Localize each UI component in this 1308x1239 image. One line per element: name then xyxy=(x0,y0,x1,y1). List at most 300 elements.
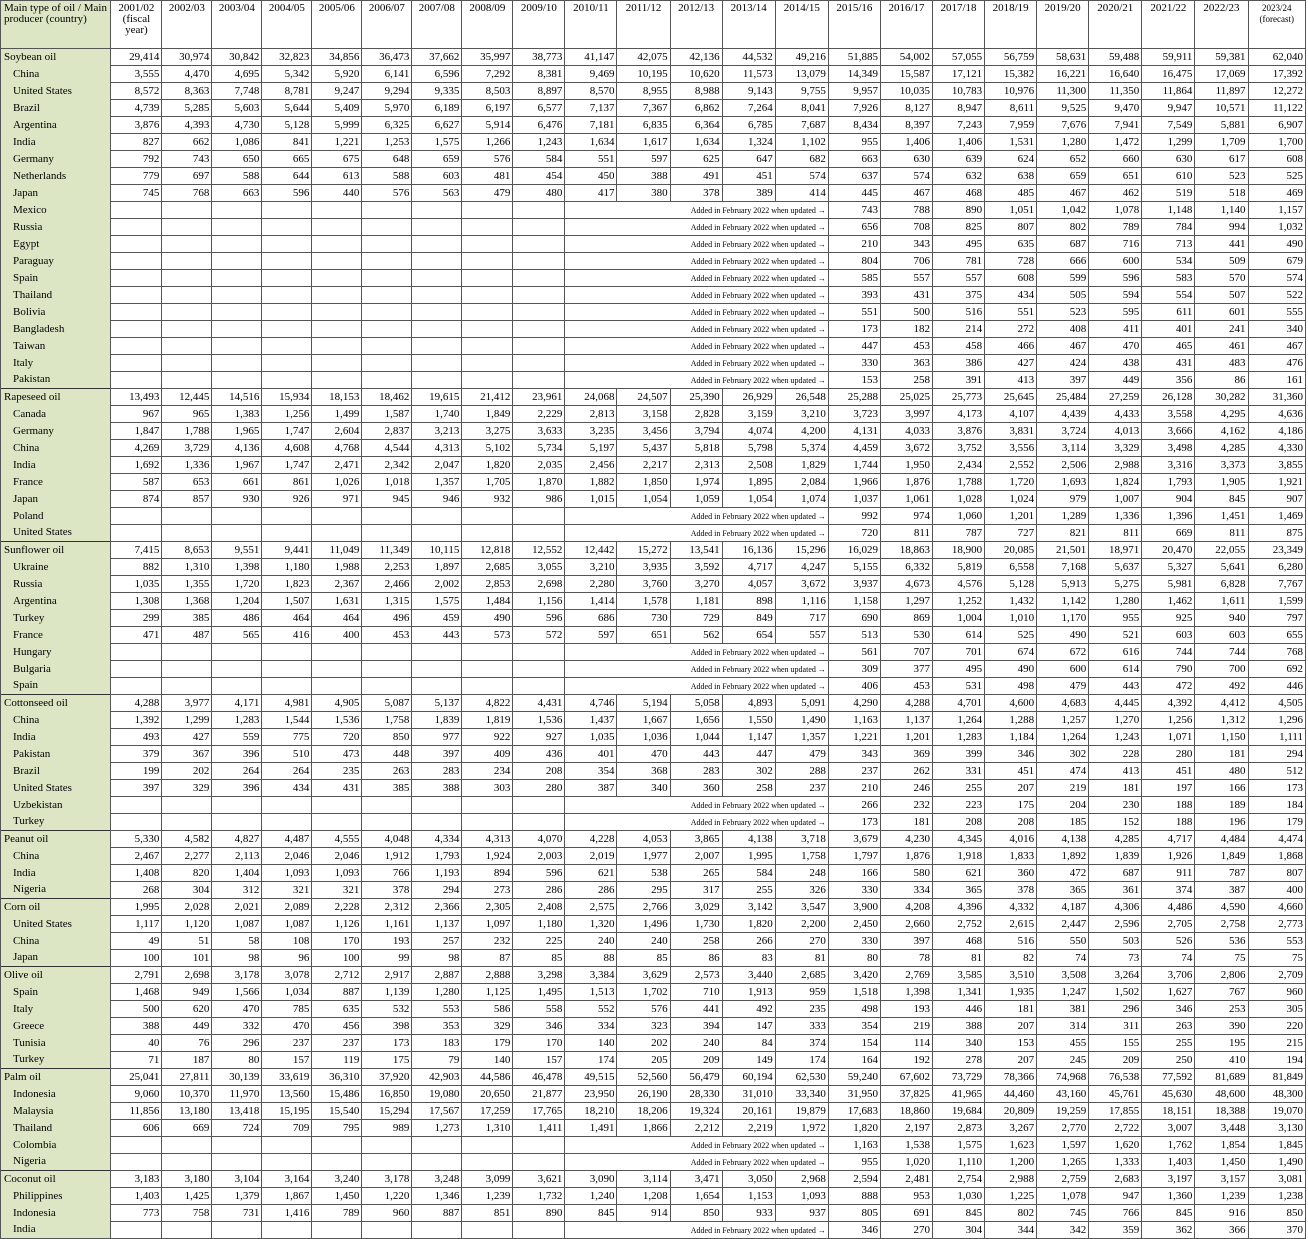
value-cell: 147 xyxy=(722,1018,775,1035)
value-cell: 1,180 xyxy=(513,916,565,933)
empty-cell xyxy=(513,678,565,695)
value-cell: 411 xyxy=(1089,321,1142,338)
value-cell: 4,433 xyxy=(1089,406,1142,423)
value-cell: 204 xyxy=(1037,797,1089,814)
value-cell: 7,243 xyxy=(933,117,985,134)
value-cell: 15,272 xyxy=(617,542,670,559)
empty-cell xyxy=(462,508,513,525)
producer-row xyxy=(1,1035,1306,1052)
country-label: Argentina xyxy=(1,593,111,610)
value-cell: 744 xyxy=(1195,644,1248,661)
country-label: Spain xyxy=(1,270,111,287)
empty-cell xyxy=(462,236,513,253)
empty-cell xyxy=(312,797,362,814)
value-cell: 6,558 xyxy=(985,559,1037,576)
value-cell: 1,220 xyxy=(362,1188,412,1205)
value-cell: 1,935 xyxy=(985,984,1037,1001)
empty-cell xyxy=(513,236,565,253)
value-cell: 470 xyxy=(262,1018,312,1035)
value-cell: 4,186 xyxy=(1248,423,1305,440)
value-cell: 4,393 xyxy=(162,117,212,134)
value-cell: 4,822 xyxy=(462,695,513,712)
country-label: Argentina xyxy=(1,117,111,134)
value-cell: 340 xyxy=(933,1035,985,1052)
value-cell: 469 xyxy=(1248,185,1305,202)
value-cell: 447 xyxy=(722,746,775,763)
value-cell: 7,959 xyxy=(985,117,1037,134)
value-cell: 362 xyxy=(1142,1222,1195,1239)
value-cell: 1,120 xyxy=(162,916,212,933)
value-cell: 4,048 xyxy=(362,831,412,848)
value-cell: 587 xyxy=(111,474,162,491)
value-cell: 1,296 xyxy=(1248,712,1305,729)
country-label: Egypt xyxy=(1,236,111,253)
value-cell: 14,516 xyxy=(212,389,262,406)
value-cell: 3,547 xyxy=(775,899,828,916)
empty-cell xyxy=(462,814,513,831)
value-cell: 635 xyxy=(985,236,1037,253)
value-cell: 960 xyxy=(362,1205,412,1222)
empty-cell xyxy=(162,797,212,814)
value-cell: 2,002 xyxy=(412,576,462,593)
value-cell: 173 xyxy=(1248,780,1305,797)
value-cell: 654 xyxy=(722,627,775,644)
value-cell: 1,499 xyxy=(312,406,362,423)
value-cell: 1,308 xyxy=(111,593,162,610)
added-note: Added in February 2022 when updated → xyxy=(565,287,828,304)
value-cell: 26,190 xyxy=(617,1086,670,1103)
value-cell: 13,541 xyxy=(670,542,722,559)
value-cell: 83 xyxy=(722,950,775,967)
value-cell: 531 xyxy=(933,678,985,695)
value-cell: 2,575 xyxy=(565,899,617,916)
country-label: United States xyxy=(1,780,111,797)
value-cell: 32,823 xyxy=(262,49,312,66)
value-cell: 258 xyxy=(670,933,722,950)
producer-row xyxy=(1,491,1306,508)
value-cell: 744 xyxy=(1142,644,1195,661)
value-cell: 278 xyxy=(933,1052,985,1069)
value-cell: 4,070 xyxy=(513,831,565,848)
value-cell: 465 xyxy=(1142,338,1195,355)
oil-row xyxy=(1,1069,1306,1086)
value-cell: 7,676 xyxy=(1037,117,1089,134)
value-cell: 530 xyxy=(880,627,932,644)
value-cell: 443 xyxy=(670,746,722,763)
value-cell: 1,264 xyxy=(933,712,985,729)
value-cell: 12,445 xyxy=(162,389,212,406)
empty-cell xyxy=(262,661,312,678)
value-cell: 2,228 xyxy=(312,899,362,916)
value-cell: 346 xyxy=(985,746,1037,763)
value-cell: 2,219 xyxy=(722,1120,775,1137)
value-cell: 46,478 xyxy=(513,1069,565,1086)
empty-cell xyxy=(312,270,362,287)
value-cell: 4,412 xyxy=(1195,695,1248,712)
empty-cell xyxy=(212,1222,262,1239)
value-cell: 321 xyxy=(312,882,362,899)
value-cell: 7,767 xyxy=(1248,576,1305,593)
value-cell: 202 xyxy=(617,1035,670,1052)
value-cell: 479 xyxy=(462,185,513,202)
value-cell: 1,004 xyxy=(933,610,985,627)
empty-cell xyxy=(513,1222,565,1239)
empty-cell xyxy=(412,287,462,304)
value-cell: 597 xyxy=(565,627,617,644)
value-cell: 175 xyxy=(985,797,1037,814)
value-cell: 45,630 xyxy=(1142,1086,1195,1103)
value-cell: 1,850 xyxy=(617,474,670,491)
value-cell: 1,059 xyxy=(670,491,722,508)
header-year: 2022/23 xyxy=(1195,1,1248,49)
value-cell: 558 xyxy=(513,1001,565,1018)
value-cell: 18,153 xyxy=(312,389,362,406)
value-cell: 1,972 xyxy=(775,1120,828,1137)
value-cell: 2,573 xyxy=(670,967,722,984)
value-cell: 305 xyxy=(1248,1001,1305,1018)
value-cell: 574 xyxy=(775,168,828,185)
value-cell: 149 xyxy=(722,1052,775,1069)
empty-cell xyxy=(513,321,565,338)
empty-cell xyxy=(111,287,162,304)
value-cell: 386 xyxy=(933,355,985,372)
value-cell: 2,313 xyxy=(670,457,722,474)
value-cell: 240 xyxy=(565,933,617,950)
empty-cell xyxy=(462,1154,513,1171)
value-cell: 17,855 xyxy=(1089,1103,1142,1120)
country-label: Paraguay xyxy=(1,253,111,270)
empty-cell xyxy=(111,304,162,321)
value-cell: 596 xyxy=(513,610,565,627)
value-cell: 3,180 xyxy=(162,1171,212,1188)
value-cell: 1,007 xyxy=(1089,491,1142,508)
value-cell: 500 xyxy=(880,304,932,321)
value-cell: 445 xyxy=(828,185,880,202)
value-cell: 4,445 xyxy=(1089,695,1142,712)
value-cell: 87 xyxy=(462,950,513,967)
value-cell: 525 xyxy=(1248,168,1305,185)
value-cell: 471 xyxy=(111,627,162,644)
value-cell: 937 xyxy=(775,1205,828,1222)
empty-cell xyxy=(513,287,565,304)
value-cell: 3,142 xyxy=(722,899,775,916)
value-cell: 807 xyxy=(985,219,1037,236)
value-cell: 888 xyxy=(828,1188,880,1205)
value-cell: 1,450 xyxy=(312,1188,362,1205)
value-cell: 3,213 xyxy=(412,423,462,440)
empty-cell xyxy=(212,1137,262,1154)
value-cell: 75 xyxy=(1248,950,1305,967)
value-cell: 1,265 xyxy=(1037,1154,1089,1171)
value-cell: 119 xyxy=(312,1052,362,1069)
value-cell: 18,206 xyxy=(617,1103,670,1120)
value-cell: 3,104 xyxy=(212,1171,262,1188)
value-cell: 802 xyxy=(1037,219,1089,236)
value-cell: 4,138 xyxy=(722,831,775,848)
value-cell: 787 xyxy=(933,525,985,542)
value-cell: 716 xyxy=(1089,236,1142,253)
empty-cell xyxy=(513,1137,565,1154)
empty-cell xyxy=(262,338,312,355)
value-cell: 1,820 xyxy=(462,457,513,474)
value-cell: 16,221 xyxy=(1037,66,1089,83)
value-cell: 492 xyxy=(1195,678,1248,695)
value-cell: 4,131 xyxy=(828,423,880,440)
value-cell: 1,507 xyxy=(262,593,312,610)
value-cell: 5,197 xyxy=(565,440,617,457)
value-cell: 3,114 xyxy=(1037,440,1089,457)
empty-cell xyxy=(262,814,312,831)
value-cell: 1,974 xyxy=(670,474,722,491)
empty-cell xyxy=(362,1222,412,1239)
value-cell: 553 xyxy=(1248,933,1305,950)
empty-cell xyxy=(312,644,362,661)
value-cell: 1,720 xyxy=(985,474,1037,491)
value-cell: 187 xyxy=(162,1052,212,1069)
value-cell: 1,705 xyxy=(462,474,513,491)
value-cell: 17,683 xyxy=(828,1103,880,1120)
value-cell: 1,965 xyxy=(212,423,262,440)
value-cell: 521 xyxy=(1089,627,1142,644)
value-cell: 1,042 xyxy=(1037,202,1089,219)
empty-cell xyxy=(412,338,462,355)
value-cell: 1,924 xyxy=(462,848,513,865)
value-cell: 10,783 xyxy=(933,83,985,100)
value-cell: 525 xyxy=(985,627,1037,644)
value-cell: 250 xyxy=(1142,1052,1195,1069)
value-cell: 10,571 xyxy=(1195,100,1248,117)
value-cell: 75 xyxy=(1195,950,1248,967)
country-label: Canada xyxy=(1,406,111,423)
value-cell: 708 xyxy=(880,219,932,236)
value-cell: 16,029 xyxy=(828,542,880,559)
value-cell: 44,586 xyxy=(462,1069,513,1086)
value-cell: 35,997 xyxy=(462,49,513,66)
value-cell: 1,289 xyxy=(1037,508,1089,525)
producer-row xyxy=(1,916,1306,933)
value-cell: 6,835 xyxy=(617,117,670,134)
value-cell: 2,456 xyxy=(565,457,617,474)
value-cell: 3,752 xyxy=(933,440,985,457)
value-cell: 296 xyxy=(1089,1001,1142,1018)
value-cell: 85 xyxy=(513,950,565,967)
value-cell: 1,360 xyxy=(1142,1188,1195,1205)
value-cell: 462 xyxy=(1089,185,1142,202)
empty-cell xyxy=(462,355,513,372)
value-cell: 1,656 xyxy=(670,712,722,729)
value-cell: 474 xyxy=(1037,763,1089,780)
value-cell: 19,080 xyxy=(412,1086,462,1103)
value-cell: 214 xyxy=(933,321,985,338)
value-cell: 1,346 xyxy=(412,1188,462,1205)
value-cell: 1,161 xyxy=(362,916,412,933)
value-cell: 4,074 xyxy=(722,423,775,440)
country-label: Italy xyxy=(1,355,111,372)
empty-cell xyxy=(111,1222,162,1239)
producer-row xyxy=(1,304,1306,321)
value-cell: 576 xyxy=(617,1001,670,1018)
value-cell: 845 xyxy=(1142,1205,1195,1222)
value-cell: 2,596 xyxy=(1089,916,1142,933)
value-cell: 802 xyxy=(985,1205,1037,1222)
empty-cell xyxy=(312,304,362,321)
empty-cell xyxy=(111,644,162,661)
value-cell: 603 xyxy=(412,168,462,185)
value-cell: 1,654 xyxy=(670,1188,722,1205)
value-cell: 14,349 xyxy=(828,66,880,83)
empty-cell xyxy=(262,797,312,814)
empty-cell xyxy=(513,1154,565,1171)
country-label: China xyxy=(1,440,111,457)
value-cell: 343 xyxy=(828,746,880,763)
value-cell: 594 xyxy=(1089,287,1142,304)
value-cell: 1,437 xyxy=(565,712,617,729)
header-year: 2014/15 xyxy=(775,1,828,49)
value-cell: 467 xyxy=(1248,338,1305,355)
value-cell: 20,650 xyxy=(462,1086,513,1103)
value-cell: 4,107 xyxy=(985,406,1037,423)
value-cell: 1,824 xyxy=(1089,474,1142,491)
value-cell: 610 xyxy=(1142,168,1195,185)
producer-row xyxy=(1,185,1306,202)
value-cell: 1,403 xyxy=(1142,1154,1195,1171)
empty-cell xyxy=(362,797,412,814)
value-cell: 30,282 xyxy=(1195,389,1248,406)
value-cell: 916 xyxy=(1195,1205,1248,1222)
value-cell: 363 xyxy=(880,355,932,372)
country-label: Bulgaria xyxy=(1,661,111,678)
value-cell: 8,381 xyxy=(513,66,565,83)
value-cell: 507 xyxy=(1195,287,1248,304)
value-cell: 827 xyxy=(111,134,162,151)
value-cell: 78 xyxy=(880,950,932,967)
value-cell: 2,552 xyxy=(985,457,1037,474)
value-cell: 790 xyxy=(1142,661,1195,678)
country-label: Indonesia xyxy=(1,1086,111,1103)
value-cell: 354 xyxy=(565,763,617,780)
country-label: Bangladesh xyxy=(1,321,111,338)
value-cell: 25,773 xyxy=(933,389,985,406)
value-cell: 887 xyxy=(412,1205,462,1222)
value-cell: 804 xyxy=(828,253,880,270)
value-cell: 4,173 xyxy=(933,406,985,423)
value-cell: 491 xyxy=(670,168,722,185)
empty-cell xyxy=(362,644,412,661)
value-cell: 207 xyxy=(985,1052,1037,1069)
value-cell: 170 xyxy=(513,1035,565,1052)
value-cell: 1,450 xyxy=(1195,1154,1248,1171)
empty-cell xyxy=(212,321,262,338)
empty-cell xyxy=(262,372,312,389)
value-cell: 1,093 xyxy=(775,1188,828,1205)
value-cell: 663 xyxy=(212,185,262,202)
value-cell: 470 xyxy=(617,746,670,763)
oil-type-label: Cottonseed oil xyxy=(1,695,111,712)
empty-cell xyxy=(262,219,312,236)
value-cell: 3,099 xyxy=(462,1171,513,1188)
producer-row xyxy=(1,729,1306,746)
value-cell: 80 xyxy=(212,1052,262,1069)
country-label: Turkey xyxy=(1,1052,111,1069)
country-label: China xyxy=(1,712,111,729)
country-label: Bolivia xyxy=(1,304,111,321)
value-cell: 323 xyxy=(617,1018,670,1035)
value-cell: 11,300 xyxy=(1037,83,1089,100)
value-cell: 4,230 xyxy=(880,831,932,848)
value-cell: 388 xyxy=(412,780,462,797)
value-cell: 498 xyxy=(828,1001,880,1018)
added-note: Added in February 2022 when updated → xyxy=(565,321,828,338)
value-cell: 153 xyxy=(828,372,880,389)
value-cell: 15,294 xyxy=(362,1103,412,1120)
value-cell: 11,897 xyxy=(1195,83,1248,100)
value-cell: 11,856 xyxy=(111,1103,162,1120)
value-cell: 3,831 xyxy=(985,423,1037,440)
value-cell: 485 xyxy=(985,185,1037,202)
producer-row xyxy=(1,474,1306,491)
value-cell: 947 xyxy=(1089,1188,1142,1205)
empty-cell xyxy=(312,355,362,372)
value-cell: 1,341 xyxy=(933,984,985,1001)
value-cell: 1,913 xyxy=(722,984,775,1001)
value-cell: 76,538 xyxy=(1089,1069,1142,1086)
value-cell: 595 xyxy=(1089,304,1142,321)
value-cell: 3,508 xyxy=(1037,967,1089,984)
value-cell: 767 xyxy=(1195,984,1248,1001)
empty-cell xyxy=(111,202,162,219)
value-cell: 17,259 xyxy=(462,1103,513,1120)
value-cell: 205 xyxy=(617,1052,670,1069)
value-cell: 861 xyxy=(262,474,312,491)
value-cell: 10,620 xyxy=(670,66,722,83)
value-cell: 1,550 xyxy=(722,712,775,729)
value-cell: 441 xyxy=(670,1001,722,1018)
value-cell: 453 xyxy=(880,338,932,355)
added-note: Added in February 2022 when updated → xyxy=(565,304,828,321)
value-cell: 550 xyxy=(1037,933,1089,950)
value-cell: 5,920 xyxy=(312,66,362,83)
value-cell: 1,299 xyxy=(162,712,212,729)
value-cell: 1,020 xyxy=(880,1154,932,1171)
country-label: Turkey xyxy=(1,814,111,831)
value-cell: 505 xyxy=(1037,287,1089,304)
value-cell: 1,732 xyxy=(513,1188,565,1205)
value-cell: 1,315 xyxy=(362,593,412,610)
oil-row xyxy=(1,389,1306,406)
value-cell: 523 xyxy=(1195,168,1248,185)
value-cell: 1,895 xyxy=(722,474,775,491)
header-year: 2006/07 xyxy=(362,1,412,49)
value-cell: 326 xyxy=(775,882,828,899)
header-year: 2010/11 xyxy=(565,1,617,49)
value-cell: 1,142 xyxy=(1037,593,1089,610)
value-cell: 1,490 xyxy=(775,712,828,729)
value-cell: 309 xyxy=(828,661,880,678)
value-cell: 651 xyxy=(617,627,670,644)
value-cell: 1,829 xyxy=(775,457,828,474)
empty-cell xyxy=(162,1137,212,1154)
value-cell: 29,414 xyxy=(111,49,162,66)
value-cell: 2,035 xyxy=(513,457,565,474)
value-cell: 188 xyxy=(1142,814,1195,831)
value-cell: 1,823 xyxy=(262,576,312,593)
value-cell: 7,926 xyxy=(828,100,880,117)
value-cell: 13,493 xyxy=(111,389,162,406)
value-cell: 3,055 xyxy=(513,559,565,576)
value-cell: 1,193 xyxy=(412,865,462,882)
value-cell: 2,089 xyxy=(262,899,312,916)
value-cell: 4,288 xyxy=(880,695,932,712)
